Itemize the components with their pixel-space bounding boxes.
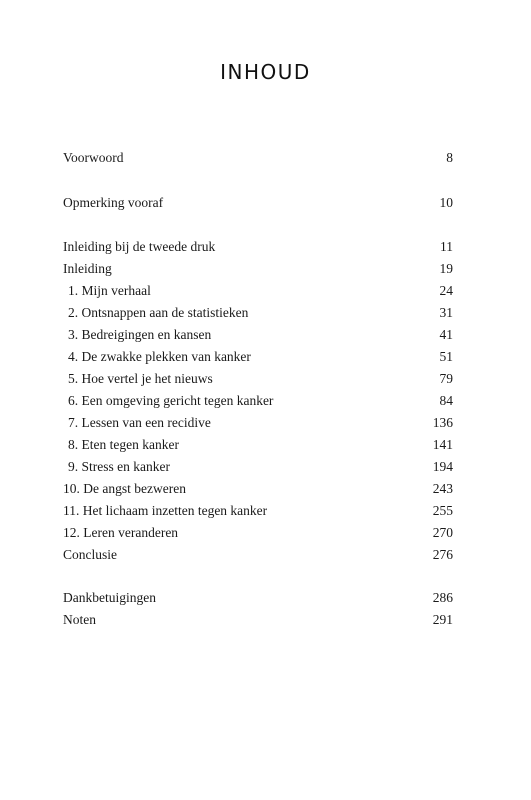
toc-chapter-label: 12. Leren veranderen: [63, 525, 179, 540]
toc-chapter-page: 24: [439, 283, 453, 298]
toc-chapter-label: 4. De zwakke plekken van kanker: [68, 349, 251, 364]
toc-chapter-label: 8. Eten tegen kanker: [68, 437, 179, 452]
toc-entry: [63, 148, 453, 168]
toc-chapter-label: 11. Het lichaam inzetten tegen kanker: [63, 503, 268, 518]
toc-chapter: [63, 347, 453, 367]
toc-chapter: [63, 303, 453, 323]
toc-entry: [63, 545, 453, 565]
toc-chapter-page: 194: [432, 459, 453, 474]
toc-entry-page: 8: [446, 150, 453, 165]
toc-entry-label: Inleiding bij de tweede druk: [63, 239, 216, 254]
toc-entry-page: 10: [439, 195, 453, 210]
toc-chapter: [63, 325, 453, 345]
toc-chapter-page: 31: [439, 305, 453, 320]
toc-chapter: [63, 523, 453, 543]
toc-chapter-page: 141: [432, 437, 453, 452]
toc-chapter-label: 7. Lessen van een recidive: [68, 415, 211, 430]
toc-entry: [63, 588, 453, 608]
toc-chapter: [63, 391, 453, 411]
toc-chapter-page: 84: [439, 393, 453, 408]
toc-chapter-label: 1. Mijn verhaal: [68, 283, 151, 298]
toc-chapter-page: 79: [439, 371, 453, 386]
toc-entry-page: 19: [439, 261, 453, 276]
toc-chapter-label: 10. De angst bezweren: [63, 481, 186, 496]
toc-chapter: [63, 457, 453, 477]
toc-entry: [63, 610, 453, 630]
toc-chapter-page: 255: [432, 503, 453, 518]
toc-entry-page: 286: [432, 590, 453, 605]
toc-chapter-page: 136: [432, 415, 453, 430]
toc-chapter-label: 2. Ontsnappen aan de statistieken: [68, 305, 249, 320]
toc-entry-label: Dankbetuigingen: [63, 590, 156, 605]
toc-entry-page: 11: [440, 239, 453, 254]
toc-chapter-label: 5. Hoe vertel je het nieuws: [68, 371, 213, 386]
toc-entry-label: Voorwoord: [63, 150, 124, 165]
toc-entry: [63, 259, 453, 279]
toc-chapter: [63, 501, 453, 521]
toc-chapter-page: 51: [439, 349, 453, 364]
toc-chapter: [63, 281, 453, 301]
toc-entry-label: Opmerking vooraf: [63, 195, 164, 210]
toc-entry-page: 291: [432, 612, 453, 627]
page-title: INHOUD: [220, 60, 311, 84]
toc-entry: [63, 237, 453, 257]
toc-chapter-page: 41: [439, 327, 453, 342]
toc-chapter: [63, 435, 453, 455]
toc-chapter-page: 270: [432, 525, 453, 540]
toc-entry-label: Inleiding: [63, 261, 112, 276]
toc-chapter-label: 6. Een omgeving gericht tegen kanker: [68, 393, 274, 408]
toc-entry-page: 276: [432, 547, 453, 562]
toc-chapter-label: 3. Bedreigingen en kansen: [68, 327, 212, 342]
toc-chapter-page: 243: [432, 481, 453, 496]
toc-entry-label: Noten: [63, 612, 96, 627]
toc-entry: [63, 193, 453, 213]
toc-chapter: [63, 413, 453, 433]
toc-chapter-label: 9. Stress en kanker: [68, 459, 170, 474]
toc-chapter: [63, 369, 453, 389]
toc-chapter: [63, 479, 453, 499]
toc-entry-label: Conclusie: [63, 547, 117, 562]
